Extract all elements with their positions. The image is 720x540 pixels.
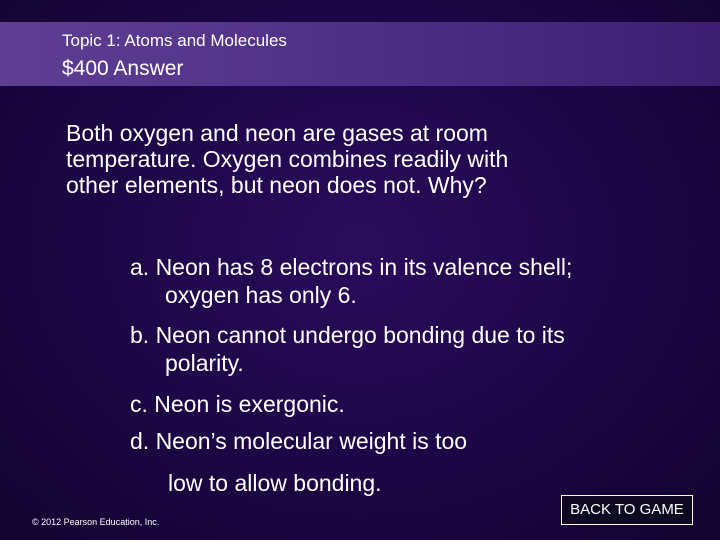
question-text <box>66 120 666 198</box>
question-line: Both oxygen and neon are gases at room <box>66 120 488 146</box>
choice-line: oxygen has only 6. <box>165 282 357 308</box>
choice-line: a. Neon has 8 electrons in its valence shell; <box>130 254 573 280</box>
choice-line: polarity. <box>165 350 244 376</box>
question-line: temperature. Oxygen combines readily with <box>66 146 509 172</box>
question-line: other elements, but neon does not. Why? <box>66 172 487 198</box>
topic-label: Topic 1: Atoms and Molecules <box>62 31 287 50</box>
choice-line: d. Neon’s molecular weight is too <box>130 428 468 454</box>
back-to-game-button[interactable]: BACK TO GAME <box>561 495 693 525</box>
choice-line: low to allow bonding. <box>168 470 382 496</box>
choice-line: b. Neon cannot undergo bonding due to its <box>130 322 565 348</box>
choice-line: c. Neon is exergonic. <box>130 391 345 417</box>
page-title: $400 Answer <box>62 57 184 80</box>
copyright-notice: © 2012 Pearson Education, Inc. <box>32 517 160 527</box>
